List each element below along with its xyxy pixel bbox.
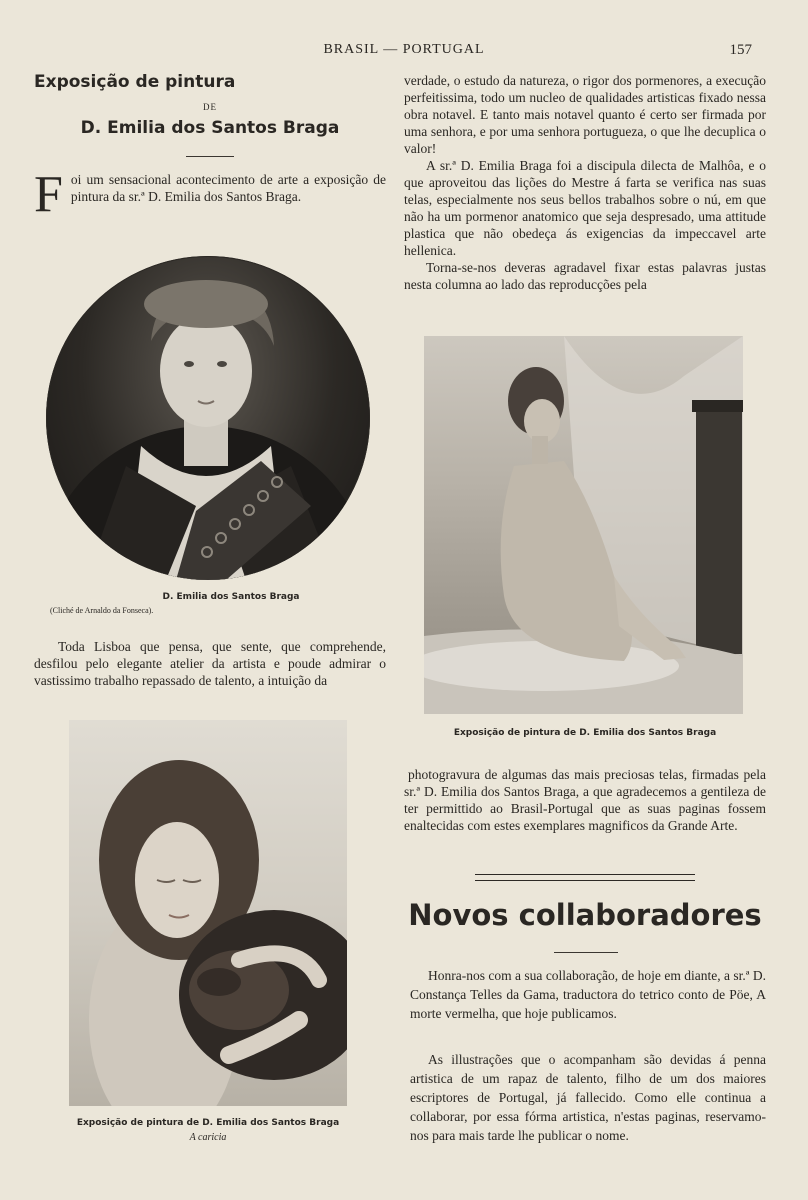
portrait-illustration (46, 256, 370, 580)
dropcap: F (34, 166, 63, 223)
nude-illustration (424, 336, 743, 714)
intro-text: oi um sensacional acontecimento de arte a exposição de pintura da sr.ª D. Emilia dos Santos Braga. (70, 172, 386, 204)
right-paragraph-4: photogravura de algumas das mais preciosas telas, firmadas pela sr.ª D. Emilia dos Santos Braga, a que agradecemos a gentileza de ter permittido ao Brasil-Portugal que as suas paginas fossem enaltecidas com estes exemplares magnificos da Grande Arte. (404, 767, 766, 833)
girl-caption: Exposição de pintura de D. Emilia dos Santos Braga (76, 1118, 340, 1128)
right-paragraph-2: A sr.ª D. Emilia Braga foi a discipula dilecta de Malhôa, e o que aproveitou das lições do Mestre á farta se verifica nas suas telas, especialmente nos seus bellos trabalhos sobre o nú, em que não ha um pormenor anatomico que seja despresado, uma attitude plastica que não obedeça ás exigencias da impeccavel arte hellenica. (404, 158, 766, 258)
left-column (34, 72, 386, 223)
right-paragraph-1: verdade, o estudo da natureza, o rigor dos pormenores, a execução perfeitissima, todo um nucleo de qualidades artisticas fixado nessa obra notavel. E tanto mais notavel quanto é certo ser firmada por uma senhora, e por uma senhora portugueza, o que lhe decuplica o valor! (404, 73, 766, 156)
portrait-photo (46, 256, 370, 580)
seated-nude-photo (424, 336, 743, 714)
portrait-caption: D. Emilia dos Santos Braga (162, 592, 300, 602)
left-paragraph: Toda Lisboa que pensa, que sente, que comprehende, desfilou pelo elegante atelier da artista e poude admirar o vastissimo trabalho repassado de talento, a intuição da (34, 639, 386, 688)
novos-collaboradores-title: Novos collaboradores (408, 898, 762, 932)
artist-name: D. Emilia dos Santos Braga (80, 118, 340, 138)
girl-with-animal-photo (69, 720, 347, 1106)
right-column (404, 72, 766, 293)
title-rule (186, 156, 234, 157)
page-number: 157 (729, 42, 752, 58)
nude-caption: Exposição de pintura de D. Emilia dos Santos Braga (453, 728, 717, 738)
article-title: Exposição de pintura (34, 72, 236, 92)
novos-paragraph-1: Honra-nos com a sua collaboração, de hoje em diante, a sr.ª D. Constança Telles da Gama, traductora do tetrico conto de Pöe, A morte vermelha, que hoje publicamos. (410, 968, 766, 1021)
section-divider-top (475, 874, 695, 875)
novos-paragraph-2: As illustrações que o acompanham são devidas á penna artistica de um rapaz de talento, filho de um dos maiores escriptores de Portugal, já fallecido. Como elle continua a collaborar, por essa fórma artistica, n'estas paginas, reservamo-nos para mais tarde lhe publicar o nome. (410, 1052, 766, 1143)
running-head: BRASIL — PORTUGAL (323, 42, 485, 57)
novos-title-rule (554, 952, 618, 953)
intro-paragraph (34, 166, 386, 223)
section-divider-bottom (475, 880, 695, 881)
right-paragraph-3: Torna-se-nos deveras agradavel fixar estas palavras justas nesta columna ao lado das reproducções pela (404, 260, 766, 292)
girl-subcaption: A caricia (189, 1132, 227, 1143)
portrait-credit: (Cliché de Arnaldo da Fonseca). (50, 606, 154, 615)
girl-illustration (69, 720, 347, 1106)
article-de: DE (203, 102, 217, 112)
